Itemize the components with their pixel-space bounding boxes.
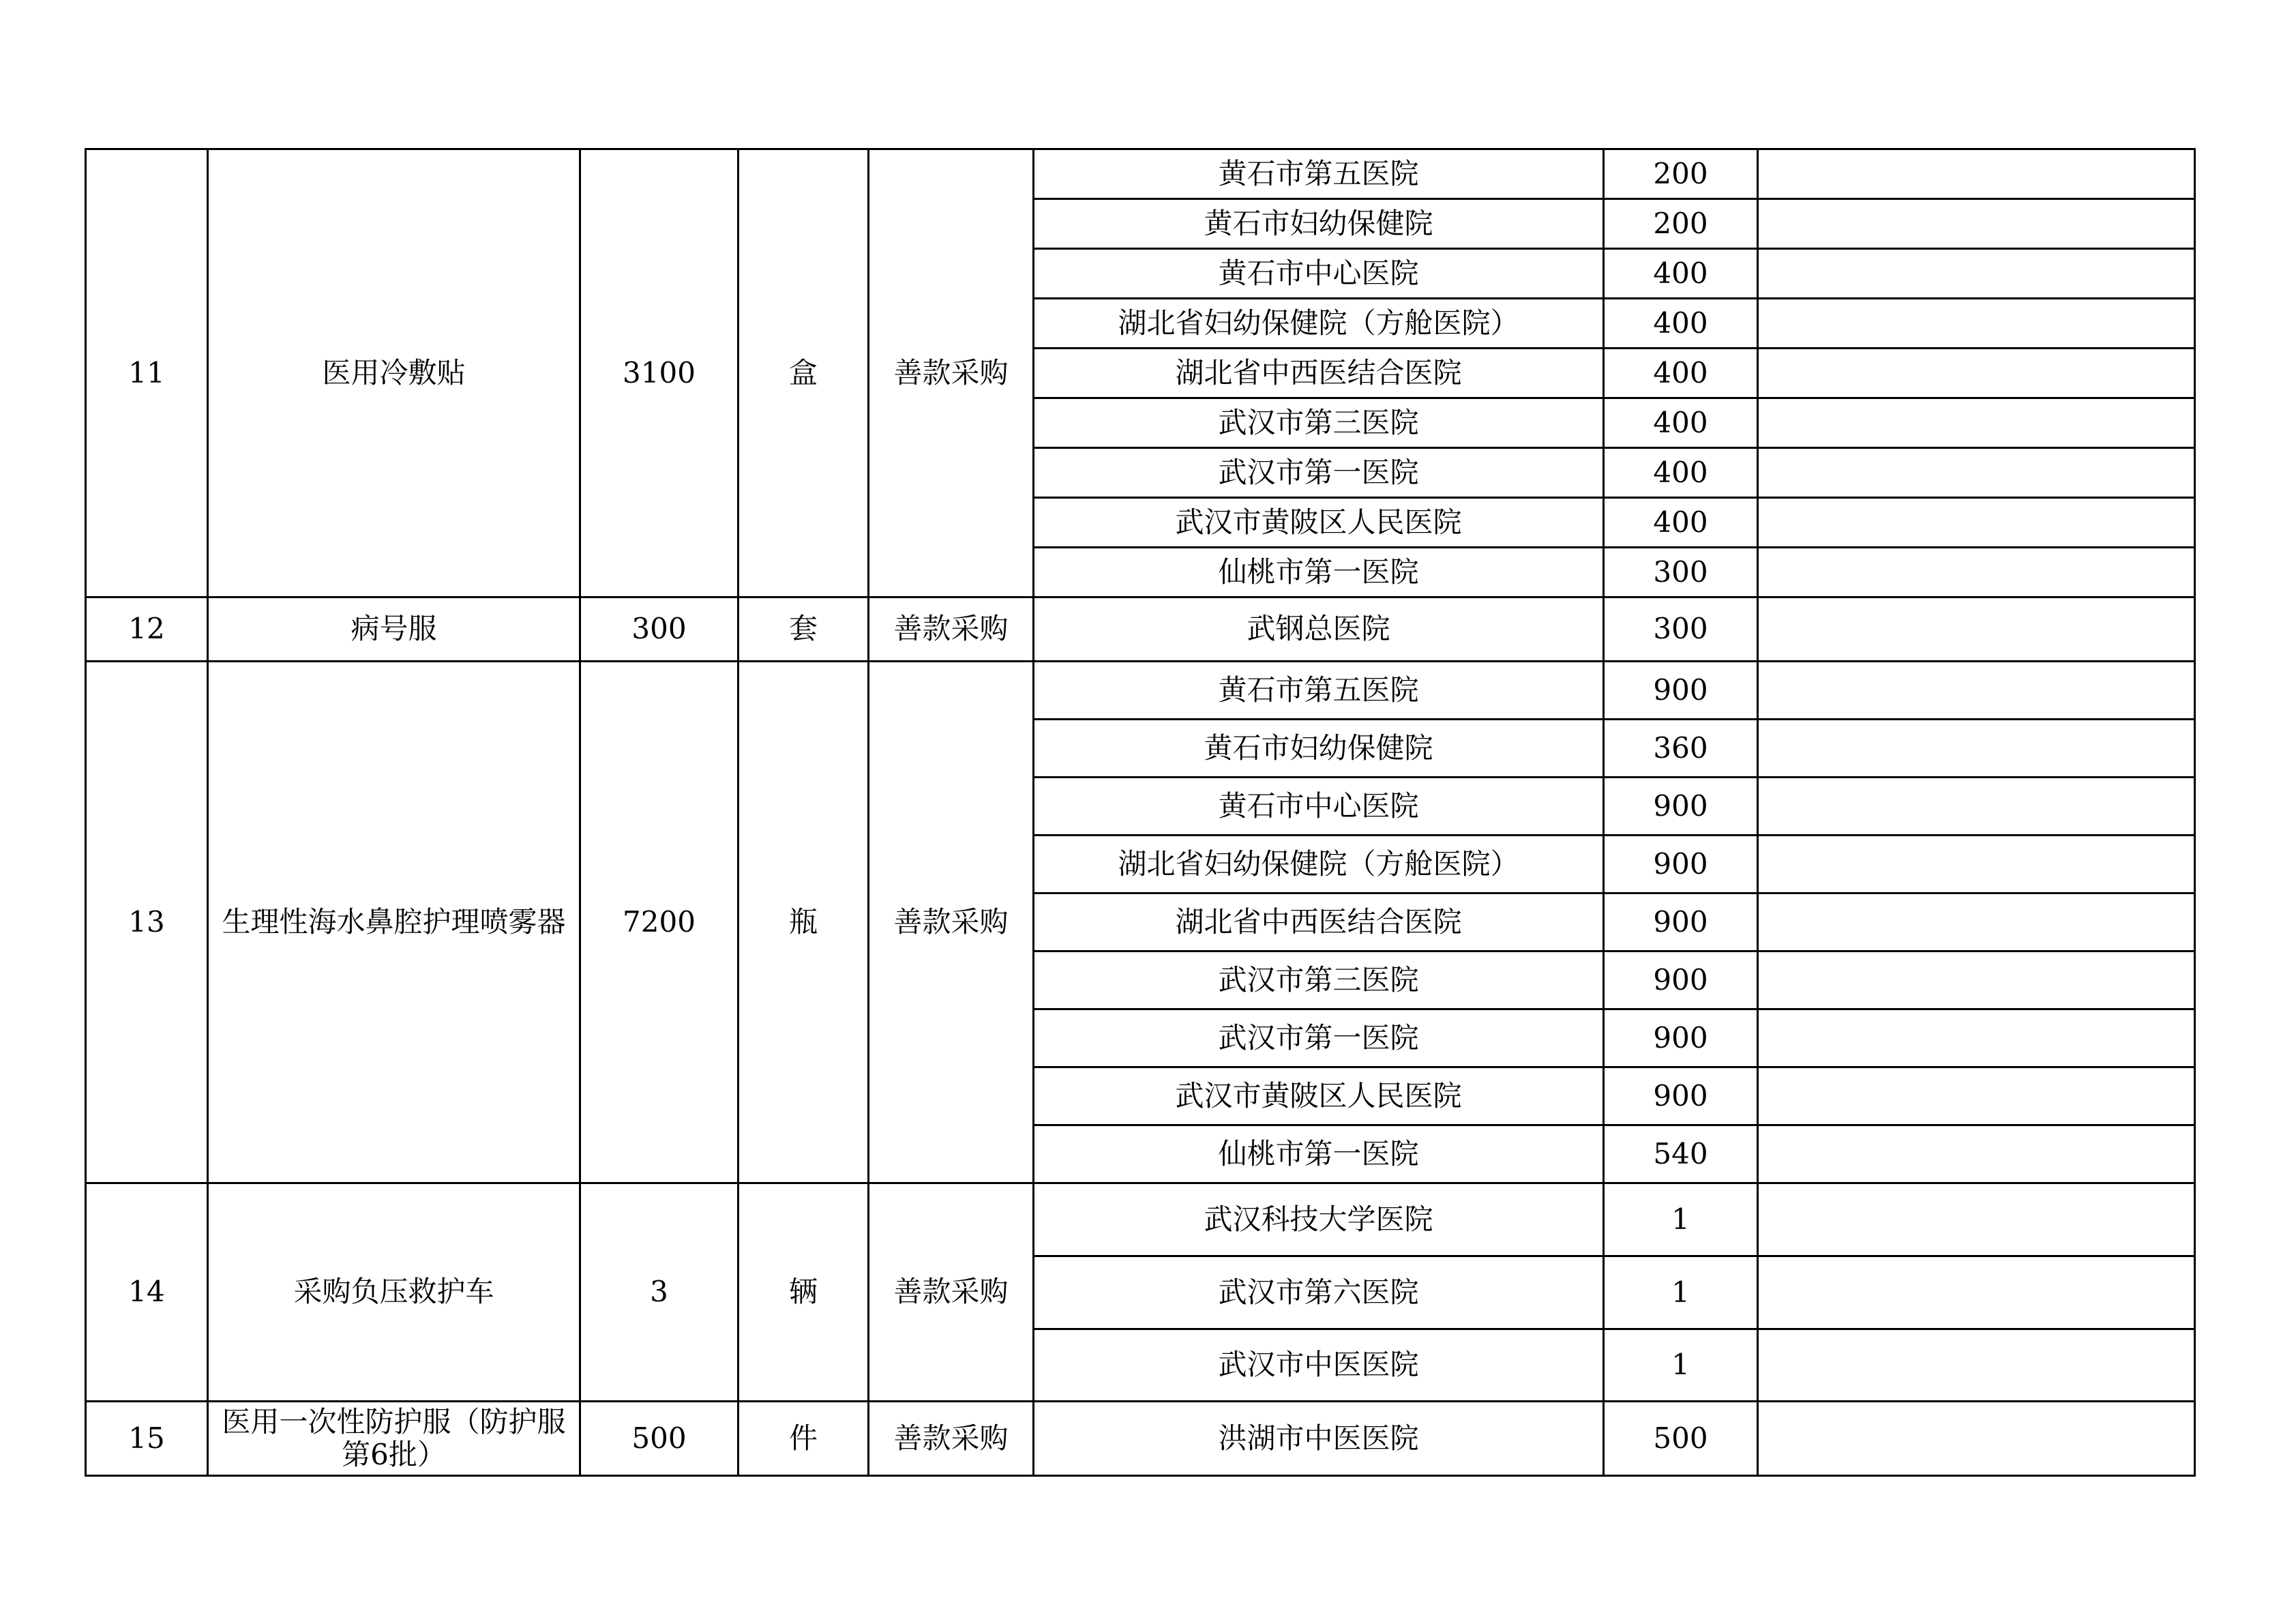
item-source-cell: 善款采购 bbox=[869, 1402, 1034, 1476]
item-unit-cell: 套 bbox=[739, 597, 869, 662]
item-unit-cell: 盒 bbox=[739, 149, 869, 597]
item-name-cell: 病号服 bbox=[208, 597, 580, 662]
item-name-cell: 医用一次性防护服（防护服第6批） bbox=[208, 1402, 580, 1476]
table-row bbox=[86, 1402, 2195, 1476]
amount-cell: 1 bbox=[1604, 1329, 1758, 1402]
amount-cell: 900 bbox=[1604, 836, 1758, 894]
note-cell bbox=[1758, 249, 2195, 299]
recipient-cell: 黄石市第五医院 bbox=[1034, 149, 1604, 199]
item-index-cell: 11 bbox=[86, 149, 208, 597]
amount-cell: 400 bbox=[1604, 398, 1758, 448]
item-quantity-cell: 7200 bbox=[580, 662, 739, 1183]
recipient-cell: 武汉市第一医院 bbox=[1034, 448, 1604, 498]
note-cell bbox=[1758, 894, 2195, 951]
note-cell bbox=[1758, 1402, 2195, 1476]
amount-cell: 500 bbox=[1604, 1402, 1758, 1476]
note-cell bbox=[1758, 1183, 2195, 1256]
recipient-cell: 黄石市第五医院 bbox=[1034, 662, 1604, 720]
amount-cell: 1 bbox=[1604, 1256, 1758, 1329]
item-unit-cell: 辆 bbox=[739, 1183, 869, 1402]
table-row bbox=[86, 1183, 2195, 1256]
amount-cell: 300 bbox=[1604, 597, 1758, 662]
note-cell bbox=[1758, 448, 2195, 498]
note-cell bbox=[1758, 548, 2195, 597]
recipient-cell: 湖北省中西医结合医院 bbox=[1034, 349, 1604, 398]
item-name-cell: 医用冷敷贴 bbox=[208, 149, 580, 597]
item-source-cell: 善款采购 bbox=[869, 1183, 1034, 1402]
item-index-cell: 14 bbox=[86, 1183, 208, 1402]
recipient-cell: 黄石市妇幼保健院 bbox=[1034, 720, 1604, 778]
distribution-table bbox=[85, 148, 2196, 1477]
note-cell bbox=[1758, 1329, 2195, 1402]
recipient-cell: 武汉市第六医院 bbox=[1034, 1256, 1604, 1329]
note-cell bbox=[1758, 299, 2195, 349]
note-cell bbox=[1758, 836, 2195, 894]
amount-cell: 540 bbox=[1604, 1125, 1758, 1183]
note-cell bbox=[1758, 349, 2195, 398]
table-row bbox=[86, 597, 2195, 662]
amount-cell: 900 bbox=[1604, 662, 1758, 720]
note-cell bbox=[1758, 720, 2195, 778]
note-cell bbox=[1758, 398, 2195, 448]
table-row bbox=[86, 662, 2195, 720]
recipient-cell: 仙桃市第一医院 bbox=[1034, 548, 1604, 597]
item-source-cell: 善款采购 bbox=[869, 662, 1034, 1183]
item-quantity-cell: 3100 bbox=[580, 149, 739, 597]
amount-cell: 400 bbox=[1604, 349, 1758, 398]
note-cell bbox=[1758, 498, 2195, 548]
recipient-cell: 湖北省妇幼保健院（方舱医院） bbox=[1034, 836, 1604, 894]
amount-cell: 300 bbox=[1604, 548, 1758, 597]
amount-cell: 1 bbox=[1604, 1183, 1758, 1256]
item-quantity-cell: 3 bbox=[580, 1183, 739, 1402]
note-cell bbox=[1758, 778, 2195, 836]
recipient-cell: 武汉市黄陂区人民医院 bbox=[1034, 1067, 1604, 1125]
recipient-cell: 武汉市第三医院 bbox=[1034, 398, 1604, 448]
note-cell bbox=[1758, 1009, 2195, 1067]
note-cell bbox=[1758, 1067, 2195, 1125]
recipient-cell: 武汉市黄陂区人民医院 bbox=[1034, 498, 1604, 548]
amount-cell: 200 bbox=[1604, 199, 1758, 249]
note-cell bbox=[1758, 951, 2195, 1009]
recipient-cell: 湖北省妇幼保健院（方舱医院） bbox=[1034, 299, 1604, 349]
note-cell bbox=[1758, 662, 2195, 720]
amount-cell: 400 bbox=[1604, 498, 1758, 548]
amount-cell: 400 bbox=[1604, 249, 1758, 299]
item-name-cell: 采购负压救护车 bbox=[208, 1183, 580, 1402]
recipient-cell: 黄石市中心医院 bbox=[1034, 249, 1604, 299]
table-row bbox=[86, 149, 2195, 199]
item-source-cell: 善款采购 bbox=[869, 597, 1034, 662]
note-cell bbox=[1758, 597, 2195, 662]
item-index-cell: 15 bbox=[86, 1402, 208, 1476]
item-index-cell: 12 bbox=[86, 597, 208, 662]
recipient-cell: 洪湖市中医医院 bbox=[1034, 1402, 1604, 1476]
amount-cell: 360 bbox=[1604, 720, 1758, 778]
note-cell bbox=[1758, 149, 2195, 199]
amount-cell: 900 bbox=[1604, 894, 1758, 951]
note-cell bbox=[1758, 1256, 2195, 1329]
item-source-cell: 善款采购 bbox=[869, 149, 1034, 597]
item-index-cell: 13 bbox=[86, 662, 208, 1183]
item-quantity-cell: 300 bbox=[580, 597, 739, 662]
recipient-cell: 湖北省中西医结合医院 bbox=[1034, 894, 1604, 951]
recipient-cell: 武汉市中医医院 bbox=[1034, 1329, 1604, 1402]
amount-cell: 900 bbox=[1604, 951, 1758, 1009]
item-unit-cell: 瓶 bbox=[739, 662, 869, 1183]
amount-cell: 200 bbox=[1604, 149, 1758, 199]
table-body bbox=[86, 149, 2195, 1476]
amount-cell: 400 bbox=[1604, 448, 1758, 498]
amount-cell: 900 bbox=[1604, 778, 1758, 836]
item-name-cell: 生理性海水鼻腔护理喷雾器 bbox=[208, 662, 580, 1183]
recipient-cell: 武汉市第三医院 bbox=[1034, 951, 1604, 1009]
amount-cell: 400 bbox=[1604, 299, 1758, 349]
recipient-cell: 仙桃市第一医院 bbox=[1034, 1125, 1604, 1183]
note-cell bbox=[1758, 1125, 2195, 1183]
recipient-cell: 黄石市妇幼保健院 bbox=[1034, 199, 1604, 249]
item-unit-cell: 件 bbox=[739, 1402, 869, 1476]
note-cell bbox=[1758, 199, 2195, 249]
recipient-cell: 黄石市中心医院 bbox=[1034, 778, 1604, 836]
amount-cell: 900 bbox=[1604, 1067, 1758, 1125]
item-quantity-cell: 500 bbox=[580, 1402, 739, 1476]
recipient-cell: 武钢总医院 bbox=[1034, 597, 1604, 662]
recipient-cell: 武汉市第一医院 bbox=[1034, 1009, 1604, 1067]
recipient-cell: 武汉科技大学医院 bbox=[1034, 1183, 1604, 1256]
amount-cell: 900 bbox=[1604, 1009, 1758, 1067]
